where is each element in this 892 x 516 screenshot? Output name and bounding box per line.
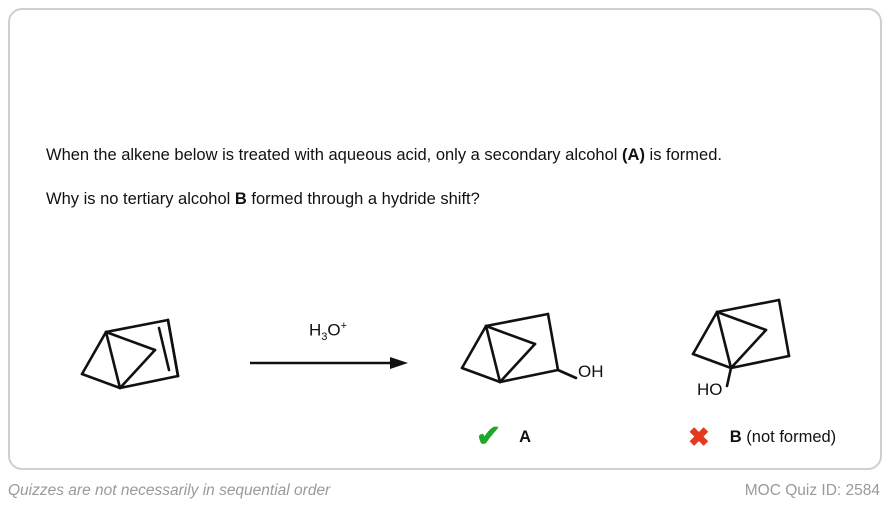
label-b-bold: B: [729, 427, 742, 446]
question-line-2: [46, 188, 846, 212]
footer-note: Quizzes are not necessarily in sequential order: [8, 482, 331, 499]
label-b-rest: (not formed): [741, 427, 837, 446]
reaction-arrow: [248, 357, 408, 369]
question-line-1-bold: (A): [622, 146, 645, 164]
label-b: [730, 428, 836, 447]
cross-icon: ✖: [688, 422, 710, 452]
verdict-b: [688, 424, 836, 450]
label-a: A: [519, 427, 532, 446]
reagent-label: [268, 320, 388, 343]
question-line-1-pre: When the alkene below is treated with aqueous acid, only a secondary alcohol: [46, 146, 623, 164]
oh-label: OH: [578, 362, 604, 381]
question-text: [46, 144, 846, 212]
ho-label: HO: [697, 380, 723, 399]
footer-quiz-id: MOC Quiz ID: 2584: [744, 482, 880, 499]
question-line-1: [46, 144, 846, 168]
reagent-subscript: 3: [321, 331, 328, 344]
reagent-h: H: [308, 320, 322, 340]
question-line-2-bold: B: [234, 189, 247, 208]
verdict-a: [476, 422, 531, 452]
question-line-2-pre: Why is no tertiary alcohol: [46, 189, 235, 208]
product-a-structure: [450, 290, 620, 410]
reagent-o: O: [327, 320, 341, 340]
reagent-charge: +: [340, 320, 348, 332]
quiz-card: [8, 8, 882, 470]
product-b-group-label: [697, 380, 723, 400]
check-icon: ✔: [476, 420, 502, 453]
norbornene-structure: [60, 292, 230, 412]
question-line-1-post: is formed.: [644, 146, 722, 164]
product-a-group-label: [578, 362, 604, 382]
reaction-scheme: [10, 282, 892, 462]
question-line-2-post: formed through a hydride shift?: [246, 189, 480, 208]
